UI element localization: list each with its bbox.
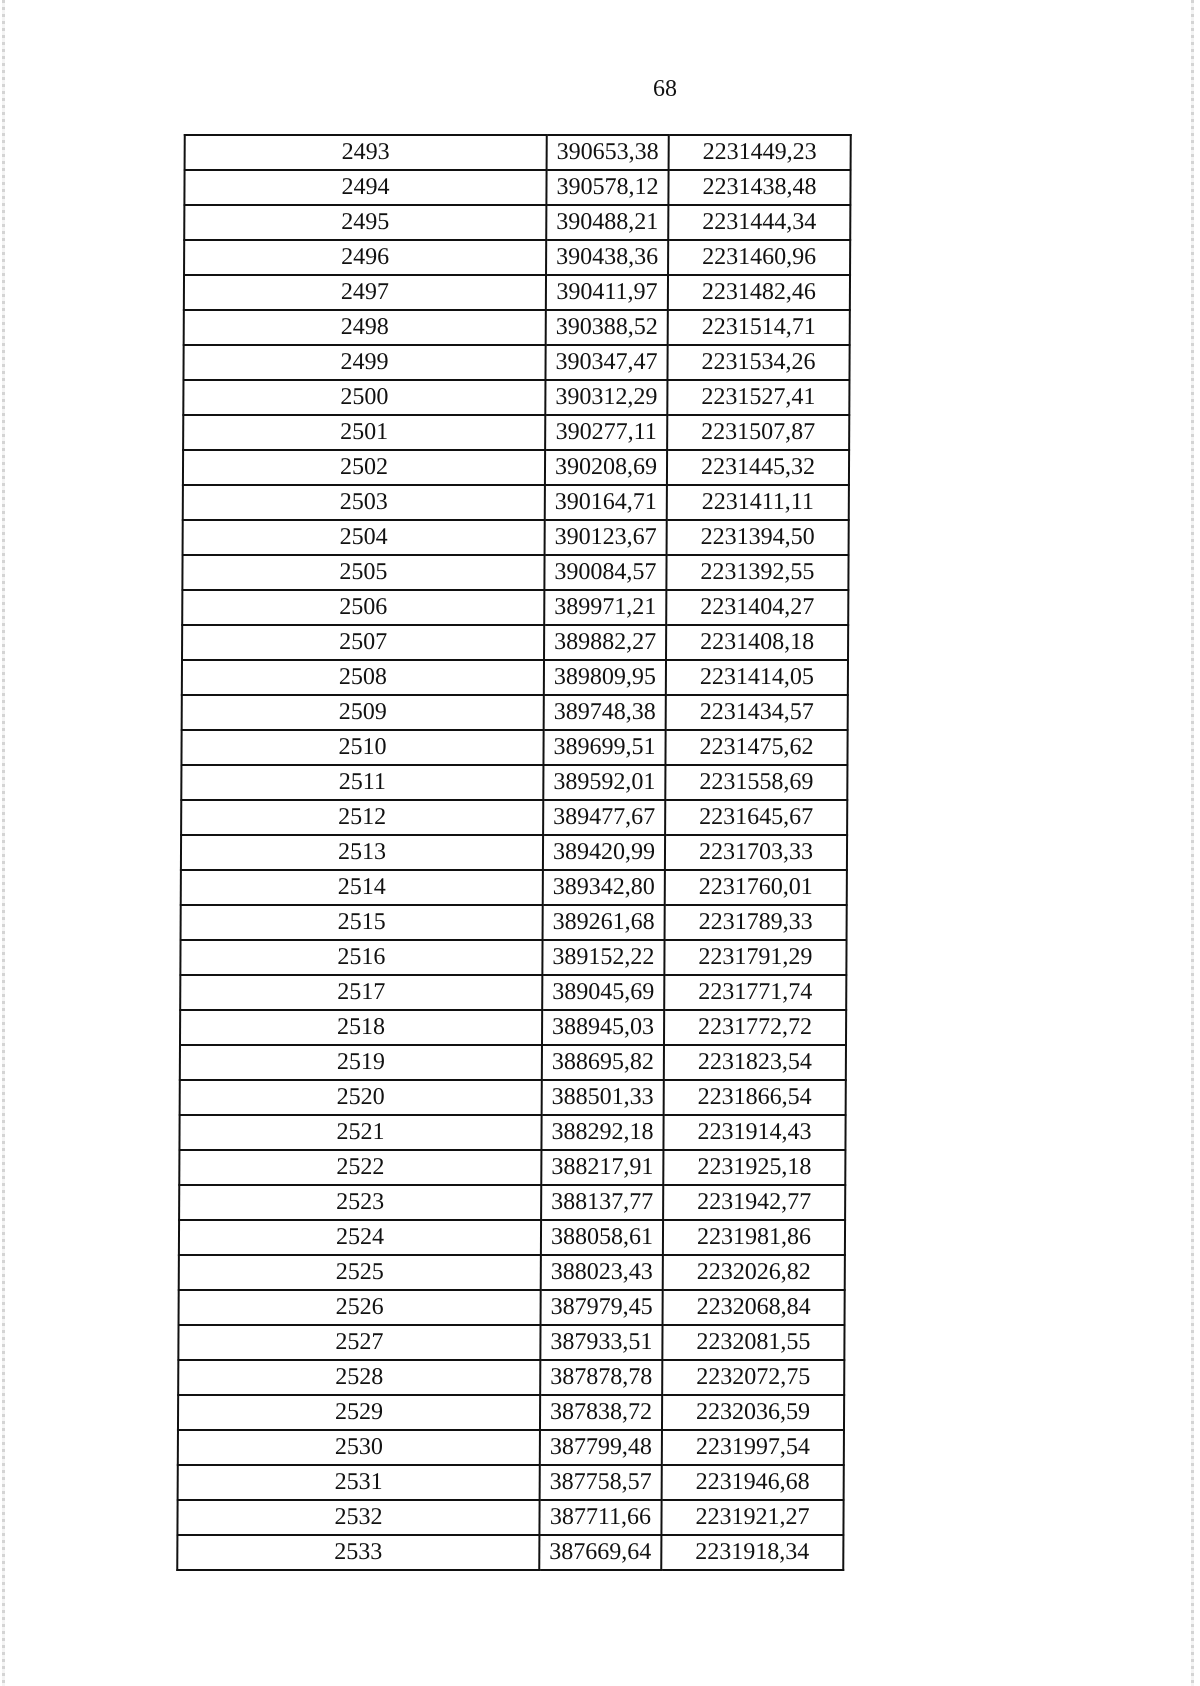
table-row	[181, 800, 847, 835]
point-number-cell: 2523	[179, 1185, 541, 1220]
point-number-cell: 2518	[180, 1010, 542, 1045]
table-row	[181, 730, 847, 765]
point-number-cell: 2498	[184, 310, 546, 345]
point-number-cell: 2509	[182, 695, 544, 730]
y-coordinate-cell: 2231946,68	[662, 1465, 844, 1500]
y-coordinate-cell: 2231866,54	[664, 1080, 846, 1115]
y-coordinate-cell: 2231703,33	[665, 835, 847, 870]
x-coordinate-cell: 389420,99	[543, 835, 665, 870]
point-number-cell: 2495	[184, 205, 546, 240]
y-coordinate-cell: 2231760,01	[665, 870, 847, 905]
table-row	[179, 1185, 845, 1220]
table-row	[179, 1220, 845, 1255]
point-number-cell: 2502	[183, 450, 545, 485]
y-coordinate-cell: 2231449,23	[669, 135, 851, 170]
scan-edge-right	[1191, 0, 1194, 1686]
point-number-cell: 2494	[184, 170, 546, 205]
x-coordinate-cell: 389748,38	[544, 695, 666, 730]
point-number-cell: 2506	[182, 590, 544, 625]
point-number-cell: 2529	[178, 1395, 540, 1430]
x-coordinate-cell: 387838,72	[540, 1395, 662, 1430]
point-number-cell: 2503	[183, 485, 545, 520]
point-number-cell: 2517	[180, 975, 542, 1010]
x-coordinate-cell: 390388,52	[546, 310, 668, 345]
x-coordinate-cell: 387669,64	[539, 1535, 661, 1570]
point-number-cell: 2527	[178, 1325, 540, 1360]
y-coordinate-cell: 2231482,46	[668, 275, 850, 310]
x-coordinate-cell: 388217,91	[541, 1150, 663, 1185]
table-row	[183, 485, 849, 520]
table-row	[183, 520, 849, 555]
x-coordinate-cell: 390653,38	[547, 135, 669, 170]
y-coordinate-cell: 2232068,84	[663, 1290, 845, 1325]
table-row	[180, 940, 846, 975]
y-coordinate-cell: 2231914,43	[663, 1115, 845, 1150]
table-row	[184, 240, 850, 275]
table-row	[183, 345, 849, 380]
point-number-cell: 2514	[181, 870, 543, 905]
point-number-cell: 2526	[179, 1290, 541, 1325]
y-coordinate-cell: 2231925,18	[663, 1150, 845, 1185]
x-coordinate-cell: 388137,77	[541, 1185, 663, 1220]
y-coordinate-cell: 2231445,32	[667, 450, 849, 485]
table-row	[180, 975, 846, 1010]
y-coordinate-cell: 2231507,87	[667, 415, 849, 450]
page-number: 68	[653, 76, 677, 102]
x-coordinate-cell: 388501,33	[542, 1080, 664, 1115]
x-coordinate-cell: 387711,66	[539, 1500, 661, 1535]
x-coordinate-cell: 390578,12	[546, 170, 668, 205]
table-row	[182, 660, 848, 695]
x-coordinate-cell: 389342,80	[543, 870, 665, 905]
table-row	[182, 695, 848, 730]
x-coordinate-cell: 389699,51	[543, 730, 665, 765]
y-coordinate-cell: 2231942,77	[663, 1185, 845, 1220]
point-number-cell: 2524	[179, 1220, 541, 1255]
point-number-cell: 2499	[183, 345, 545, 380]
table-row	[183, 380, 849, 415]
point-number-cell: 2522	[179, 1150, 541, 1185]
y-coordinate-cell: 2231789,33	[665, 905, 847, 940]
table-row	[178, 1325, 844, 1360]
point-number-cell: 2513	[181, 835, 543, 870]
x-coordinate-cell: 387878,78	[540, 1360, 662, 1395]
y-coordinate-cell: 2231921,27	[661, 1500, 843, 1535]
y-coordinate-cell: 2232036,59	[662, 1395, 844, 1430]
table-row	[184, 205, 850, 240]
y-coordinate-cell: 2231394,50	[667, 520, 849, 555]
x-coordinate-cell: 390123,67	[545, 520, 667, 555]
y-coordinate-cell: 2231392,55	[666, 555, 848, 590]
table-row	[177, 1500, 843, 1535]
point-number-cell: 2532	[177, 1500, 539, 1535]
x-coordinate-cell: 388292,18	[541, 1115, 663, 1150]
y-coordinate-cell: 2231823,54	[664, 1045, 846, 1080]
table-row	[185, 135, 851, 170]
x-coordinate-cell: 389809,95	[544, 660, 666, 695]
table-row	[181, 905, 847, 940]
point-number-cell: 2505	[182, 555, 544, 590]
y-coordinate-cell: 2231408,18	[666, 625, 848, 660]
table-row	[183, 415, 849, 450]
x-coordinate-cell: 390488,21	[546, 205, 668, 240]
point-number-cell: 2493	[185, 135, 547, 170]
x-coordinate-cell: 387799,48	[540, 1430, 662, 1465]
y-coordinate-cell: 2232026,82	[663, 1255, 845, 1290]
point-number-cell: 2497	[184, 275, 546, 310]
y-coordinate-cell: 2231434,57	[666, 695, 848, 730]
point-number-cell: 2507	[182, 625, 544, 660]
table-row	[182, 590, 848, 625]
x-coordinate-cell: 390084,57	[544, 555, 666, 590]
coordinates-table-container	[176, 134, 844, 1571]
table-row	[180, 1080, 846, 1115]
table-row	[181, 765, 847, 800]
x-coordinate-cell: 390347,47	[545, 345, 667, 380]
table-row	[177, 1535, 843, 1570]
y-coordinate-cell: 2231645,67	[665, 800, 847, 835]
x-coordinate-cell: 390312,29	[545, 380, 667, 415]
y-coordinate-cell: 2231438,48	[668, 170, 850, 205]
table-row	[179, 1290, 845, 1325]
point-number-cell: 2504	[183, 520, 545, 555]
x-coordinate-cell: 389971,21	[544, 590, 666, 625]
point-number-cell: 2531	[178, 1465, 540, 1500]
y-coordinate-cell: 2232072,75	[662, 1360, 844, 1395]
point-number-cell: 2528	[178, 1360, 540, 1395]
point-number-cell: 2530	[178, 1430, 540, 1465]
y-coordinate-cell: 2231460,96	[668, 240, 850, 275]
x-coordinate-cell: 390164,71	[545, 485, 667, 520]
point-number-cell: 2511	[181, 765, 543, 800]
table-row	[178, 1430, 844, 1465]
x-coordinate-cell: 390208,69	[545, 450, 667, 485]
point-number-cell: 2501	[183, 415, 545, 450]
table-row	[179, 1255, 845, 1290]
table-row	[179, 1115, 845, 1150]
scan-edge-left	[2, 0, 5, 1686]
y-coordinate-cell: 2231918,34	[661, 1535, 843, 1570]
x-coordinate-cell: 388058,61	[541, 1220, 663, 1255]
point-number-cell: 2519	[180, 1045, 542, 1080]
table-row	[182, 625, 848, 660]
table-row	[184, 170, 850, 205]
y-coordinate-cell: 2231527,41	[667, 380, 849, 415]
coordinates-table	[176, 134, 852, 1571]
x-coordinate-cell: 388023,43	[541, 1255, 663, 1290]
table-row	[181, 870, 847, 905]
table-row	[178, 1360, 844, 1395]
table-row	[179, 1150, 845, 1185]
point-number-cell: 2515	[181, 905, 543, 940]
y-coordinate-cell: 2231772,72	[664, 1010, 846, 1045]
x-coordinate-cell: 389045,69	[542, 975, 664, 1010]
table-row	[180, 1045, 846, 1080]
y-coordinate-cell: 2231414,05	[666, 660, 848, 695]
x-coordinate-cell: 390277,11	[545, 415, 667, 450]
point-number-cell: 2512	[181, 800, 543, 835]
table-row	[183, 450, 849, 485]
point-number-cell: 2510	[181, 730, 543, 765]
table-row	[178, 1395, 844, 1430]
x-coordinate-cell: 387933,51	[540, 1325, 662, 1360]
y-coordinate-cell: 2231404,27	[666, 590, 848, 625]
y-coordinate-cell: 2231997,54	[662, 1430, 844, 1465]
x-coordinate-cell: 389261,68	[543, 905, 665, 940]
point-number-cell: 2508	[182, 660, 544, 695]
table-row	[178, 1465, 844, 1500]
x-coordinate-cell: 387979,45	[541, 1290, 663, 1325]
y-coordinate-cell: 2231534,26	[667, 345, 849, 380]
y-coordinate-cell: 2231411,11	[667, 485, 849, 520]
point-number-cell: 2520	[180, 1080, 542, 1115]
x-coordinate-cell: 389592,01	[543, 765, 665, 800]
y-coordinate-cell: 2231981,86	[663, 1220, 845, 1255]
x-coordinate-cell: 390438,36	[546, 240, 668, 275]
x-coordinate-cell: 388695,82	[542, 1045, 664, 1080]
table-row	[184, 310, 850, 345]
coordinates-table-body	[177, 135, 851, 1570]
y-coordinate-cell: 2232081,55	[662, 1325, 844, 1360]
x-coordinate-cell: 389152,22	[542, 940, 664, 975]
x-coordinate-cell: 389477,67	[543, 800, 665, 835]
table-row	[182, 555, 848, 590]
x-coordinate-cell: 387758,57	[540, 1465, 662, 1500]
point-number-cell: 2500	[183, 380, 545, 415]
point-number-cell: 2496	[184, 240, 546, 275]
table-row	[181, 835, 847, 870]
point-number-cell: 2533	[177, 1535, 539, 1570]
table-row	[184, 275, 850, 310]
point-number-cell: 2516	[180, 940, 542, 975]
table-row	[180, 1010, 846, 1045]
y-coordinate-cell: 2231514,71	[668, 310, 850, 345]
y-coordinate-cell: 2231771,74	[664, 975, 846, 1010]
x-coordinate-cell: 388945,03	[542, 1010, 664, 1045]
x-coordinate-cell: 389882,27	[544, 625, 666, 660]
y-coordinate-cell: 2231444,34	[668, 205, 850, 240]
x-coordinate-cell: 390411,97	[546, 275, 668, 310]
y-coordinate-cell: 2231558,69	[665, 765, 847, 800]
point-number-cell: 2525	[179, 1255, 541, 1290]
point-number-cell: 2521	[179, 1115, 541, 1150]
y-coordinate-cell: 2231791,29	[664, 940, 846, 975]
y-coordinate-cell: 2231475,62	[665, 730, 847, 765]
